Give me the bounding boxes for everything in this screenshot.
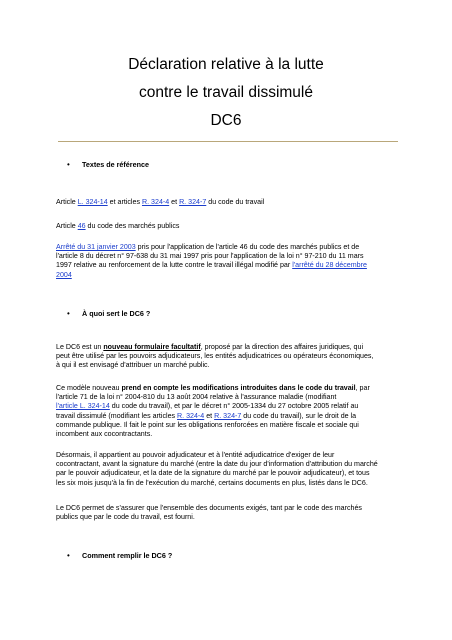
- link-article-46[interactable]: 46: [77, 222, 86, 230]
- purpose-paragraph-1: Le DC6 est un nouveau formulaire facultatif, proposé par la direction des affaires juridiques, qui peut être utilisé par les pouvoirs adjudicateurs, les entités adjudicatrices ou opérateurs économiques, à qui il est envisagé d'attribuer un marché public.: [56, 343, 374, 370]
- refs-paragraph-3: Arrêté du 31 janvier 2003 pris pour l'application de l'article 46 du code des marchés publics et de l'article 8 du décret n° 97-638 du 31 mai 1997 pris pour l'application de la loi n° 97-210 du 11 mars 1997 relative au renforcement de la lutte contre le travail illégal modifié par l'arrêté du 28 décembre 2004: [56, 243, 367, 279]
- purpose-paragraph-3: Désormais, il appartient au pouvoir adjudicateur et à l'entité adjudicatrice d'exiger de leur cocontractant, avant la signature du marché (entre la date du jour d'information d'attribution du marché par le pouvoir adjudicateur, et la date de la signature du marché par le pouvoir adjudicateur), et tous les six mois jusqu'à la fin de l'exécution du marché, certains documents en plus, listés dans le DC6.: [56, 451, 378, 487]
- link-arrete-2003[interactable]: Arrêté du 31 janvier 2003: [56, 243, 136, 251]
- link-article-r-324-7[interactable]: R. 324-7: [214, 411, 242, 420]
- link-arrete-2004-cont[interactable]: 2004: [56, 270, 72, 279]
- refs-paragraph-1: Article L. 324-14 et articles R. 324-4 et R. 324-7 du code du travail: [56, 198, 265, 206]
- bullet-icon: •: [67, 551, 70, 560]
- bullet-icon: •: [67, 309, 70, 318]
- section-heading-references: Textes de référence: [82, 160, 149, 169]
- purpose-paragraph-2: Ce modèle nouveau prend en compte les modifications introduites dans le code du travail, par l'article 71 de la loi n° 2004-810 du 13 août 2004 relative à l'assurance maladie (modifiant l'article L. 324-14 du code du travail), et par le décret n° 2005-1334 du 27 octobre 2005 relatif au travail dissimulé (modifiant les articles R. 324-4 et R. 324-7 du code du travail), sur le droit de la commande publique. Il fait le point sur les obligations renforcées en matière fiscale et sociale qui incombent aux cocontractants.: [56, 384, 370, 439]
- section-heading-purpose: À quoi sert le DC6 ?: [82, 309, 151, 318]
- link-arrete-2004[interactable]: l'arrêté du 28 décembre: [292, 261, 367, 270]
- title-line-2: contre le travail dissimulé: [138, 84, 313, 101]
- title-line-1: Déclaration relative à la lutte: [128, 56, 324, 73]
- link-article-l-324-14[interactable]: L. 324-14: [77, 198, 108, 206]
- purpose-paragraph-4: Le DC6 permet de s'assurer que l'ensemble des documents exigés, tant par le code des marchés publics que par le code du travail, est fourni.: [56, 504, 362, 522]
- link-article-r-324-4[interactable]: R. 324-4: [177, 411, 205, 420]
- title-divider: [58, 141, 398, 142]
- title-line-3: DC6: [210, 112, 242, 129]
- link-article-r-324-4[interactable]: R. 324-4: [141, 198, 170, 206]
- link-article-l-324-14[interactable]: l'article L. 324-14: [56, 402, 110, 411]
- refs-paragraph-2: Article 46 du code des marchés publics: [56, 222, 180, 230]
- link-article-r-324-7[interactable]: R. 324-7: [179, 198, 207, 206]
- bullet-icon: •: [67, 160, 70, 169]
- section-heading-how-to-fill: Comment remplir le DC6 ?: [82, 551, 173, 560]
